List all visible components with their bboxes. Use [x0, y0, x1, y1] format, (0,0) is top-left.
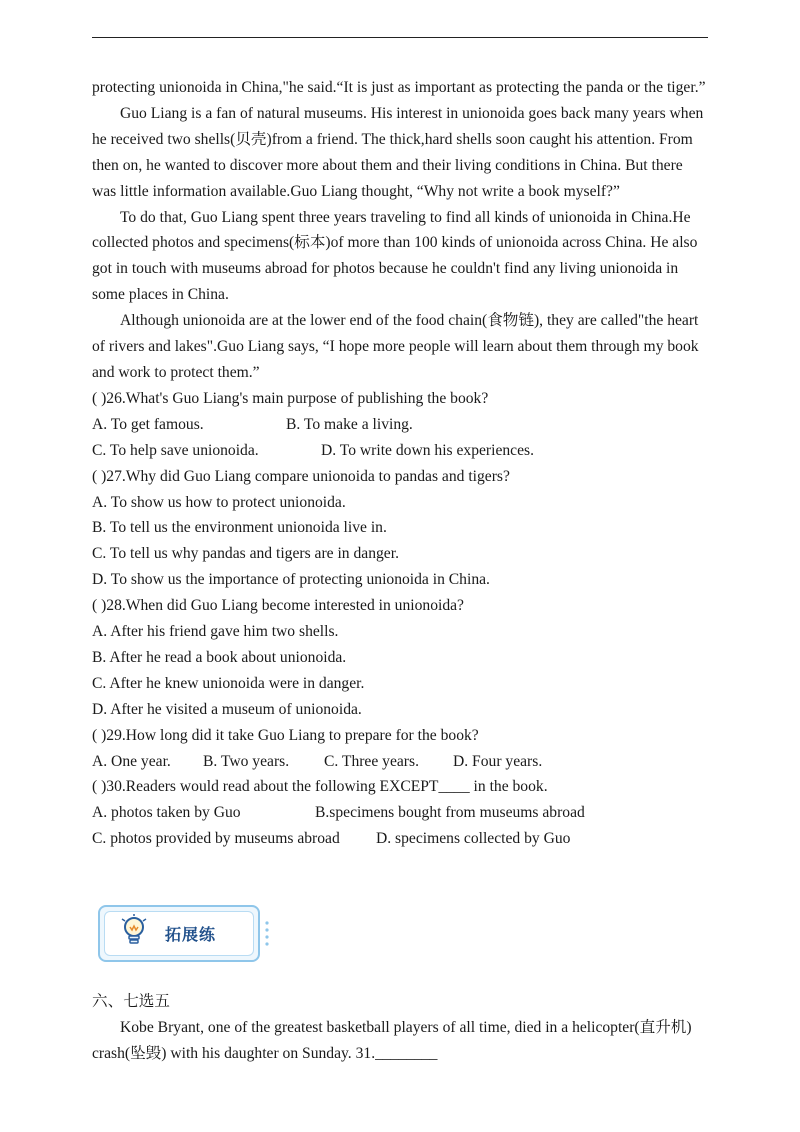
option-b: B. To make a living. — [286, 415, 413, 433]
option-c: C. To tell us why pandas and tigers are in danger. — [92, 545, 399, 563]
option-a: A. To show us how to protect unionoida. — [92, 493, 346, 511]
option-d: D. Four years. — [453, 752, 543, 770]
option-c: C. Three years. — [324, 752, 419, 770]
question-26 — [92, 386, 708, 464]
section-paragraph: Kobe Bryant, one of the greatest basketball players of all time, died in a helicopter(直升机) crash(坠毁) with his daughter on Sunday. 31.________ — [92, 1018, 692, 1062]
question-stem: ( )28.When did Guo Liang become interested in unionoida? — [92, 597, 464, 615]
option-c: C. photos provided by museums abroad — [92, 830, 340, 848]
question-stem: ( )30.Readers would read about the following EXCEPT____ in the book. — [92, 778, 548, 796]
option-c: C. After he knew unionoida were in danger. — [92, 674, 365, 692]
question-stem: ( )29.How long did it take Guo Liang to prepare for the book? — [92, 726, 479, 744]
lightbulb-icon — [119, 914, 149, 953]
question-28 — [92, 593, 708, 723]
reading-passage — [92, 75, 708, 852]
paragraph-1: Guo Liang is a fan of natural museums. His interest in unionoida goes back many years when he received two shells(贝壳)from a friend. The thick,hard shells soon caught his attention. From then on, he wanted to discover more about them and their living conditions in China. But there was little information available.Guo Liang thought, “Why not write a book myself?” — [92, 104, 704, 200]
header-rule — [92, 37, 708, 38]
option-a: A. After his friend gave him two shells. — [92, 623, 339, 641]
paragraph-3: Although unionoida are at the lower end of the food chain(食物链), they are called"the heart of rivers and lakes".Guo Liang says, “I hope more people will learn about them through my book and work to protect them.” — [92, 312, 699, 381]
option-d: D. To show us the importance of protecting unionoida in China. — [92, 571, 490, 589]
section-six — [92, 989, 708, 1067]
option-b: B.specimens bought from museums abroad — [315, 804, 585, 822]
question-30 — [92, 774, 708, 852]
option-d: D. To write down his experiences. — [321, 441, 534, 459]
option-b: B. Two years. — [203, 752, 290, 770]
question-stem: ( )26.What's Guo Liang's main purpose of publishing the book? — [92, 389, 489, 407]
extension-practice-badge — [98, 905, 260, 962]
question-stem: ( )27.Why did Guo Liang compare unionoida to pandas and tigers? — [92, 467, 510, 485]
question-27 — [92, 464, 708, 594]
option-b: B. To tell us the environment unionoida live in. — [92, 519, 387, 537]
badge-label: 拓展练 — [165, 925, 217, 944]
option-a: A. photos taken by Guo — [92, 804, 241, 822]
question-29 — [92, 723, 708, 775]
section-heading: 六、七选五 — [92, 993, 170, 1010]
option-c: C. To help save unionoida. — [92, 441, 259, 459]
option-d: D. After he visited a museum of unionoida. — [92, 700, 362, 718]
option-a: A. One year. — [92, 752, 171, 770]
option-d: D. specimens collected by Guo — [376, 830, 571, 848]
paragraph-2: To do that, Guo Liang spent three years traveling to find all kinds of unionoida in China.He collected photos and specimens(标本)of more than 100 kinds of unionoida across China. He also got in touch with museums abroad for photos because he couldn't find any living unionoida in some places in China. — [92, 208, 698, 304]
option-b: B. After he read a book about unionoida. — [92, 648, 347, 666]
decorative-dots — [264, 919, 270, 949]
option-a: A. To get famous. — [92, 415, 204, 433]
paragraph-0: protecting unionoida in China,"he said.“It is just as important as protecting the panda or the tiger.” — [92, 79, 706, 96]
